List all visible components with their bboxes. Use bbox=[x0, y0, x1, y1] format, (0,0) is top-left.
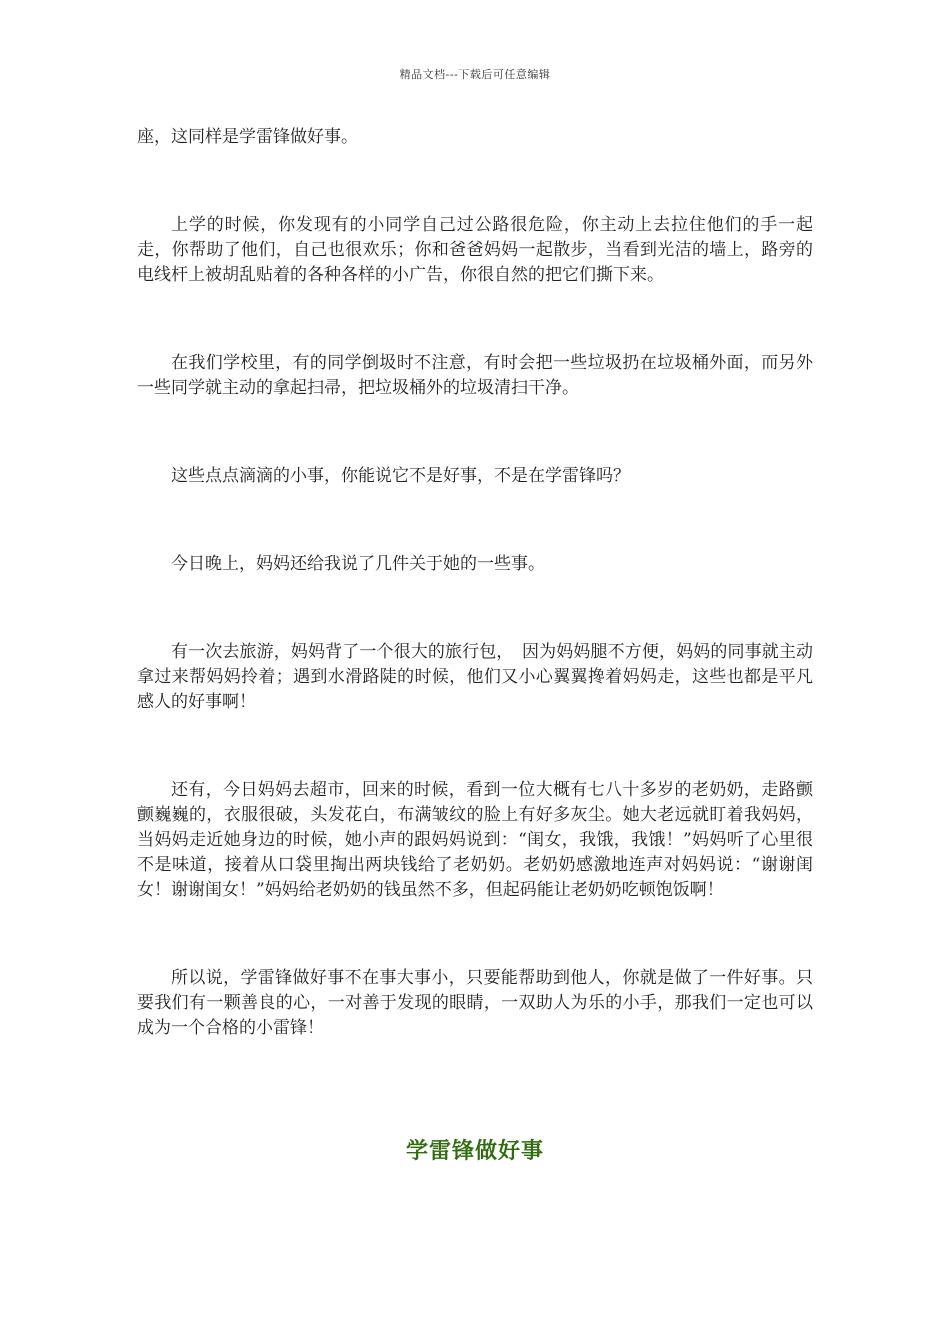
page-header: 精品文档---下载后可任意编辑 bbox=[399, 68, 551, 81]
paragraph-gap bbox=[137, 150, 813, 213]
paragraph-gap bbox=[137, 715, 813, 778]
paragraph: 有一次去旅游，妈妈背了一个很大的旅行包， 因为妈妈腿不方便，妈妈的同事就主动拿过来帮妈妈拎着；遇到水滑路陡的时候，他们又小心翼翼搀着妈妈走，这些也都是平凡感人的好事啊！ bbox=[137, 642, 813, 712]
paragraph: 这些点点滴滴的小事，你能说它不是好事，不是在学雷锋吗？ bbox=[171, 466, 630, 486]
paragraph: 上学的时候，你发现有的小同学自己过公路很危险，你主动上去拉住他们的手一起走，你帮助了他们，自己也很欢乐；你和爸爸妈妈一起散步，当看到光洁的墙上，路旁的电线杆上被胡乱贴着的各种各样的小广告，你很自然的把它们撕下来。 bbox=[137, 215, 813, 285]
paragraph-gap bbox=[137, 577, 813, 640]
paragraph: 在我们学校里，有的同学倒圾时不注意，有时会把一些垃圾扔在垃圾桶外面，而另外一些同学就主动的拿起扫帚，把垃圾桶外的垃圾清扫干净。 bbox=[137, 353, 813, 398]
paragraph-gap bbox=[137, 288, 813, 351]
paragraph: 所以说，学雷锋做好事不在事大事小，只要能帮助到他人，你就是做了一件好事。只要我们有一颗善良的心，一对善于发现的眼睛，一双助人为乐的小手，那我们一定也可以成为一个合格的小雷锋！ bbox=[137, 968, 813, 1038]
paragraph-continuation: 座，这同样是学雷锋做好事。 bbox=[137, 127, 358, 147]
paragraph-gap bbox=[137, 489, 813, 552]
paragraph: 还有，今日妈妈去超市，回来的时候，看到一位大概有七八十多岁的老奶奶，走路颤颤巍巍的，衣服很破，头发花白，布满皱纹的脸上有好多灰尘。她大老远就盯着我妈妈，当妈妈走近她身边的时候，她小声的跟妈妈说到：“闺女，我饿，我饿！”妈妈听了心里很不是味道，接着从口袋里掏出两块钱给了老奶奶。老奶奶感激地连声对妈妈说：“谢谢闺女！谢谢闺女！”妈妈给老奶奶的钱虽然不多，但起码能让老奶奶吃顿饱饭啊！ bbox=[137, 780, 813, 900]
paragraph-gap bbox=[137, 401, 813, 464]
section-title: 学雷锋做好事 bbox=[405, 1138, 544, 1164]
document-body bbox=[137, 125, 813, 1041]
paragraph: 今日晚上，妈妈还给我说了几件关于她的一些事。 bbox=[171, 554, 545, 574]
paragraph-gap bbox=[137, 903, 813, 966]
